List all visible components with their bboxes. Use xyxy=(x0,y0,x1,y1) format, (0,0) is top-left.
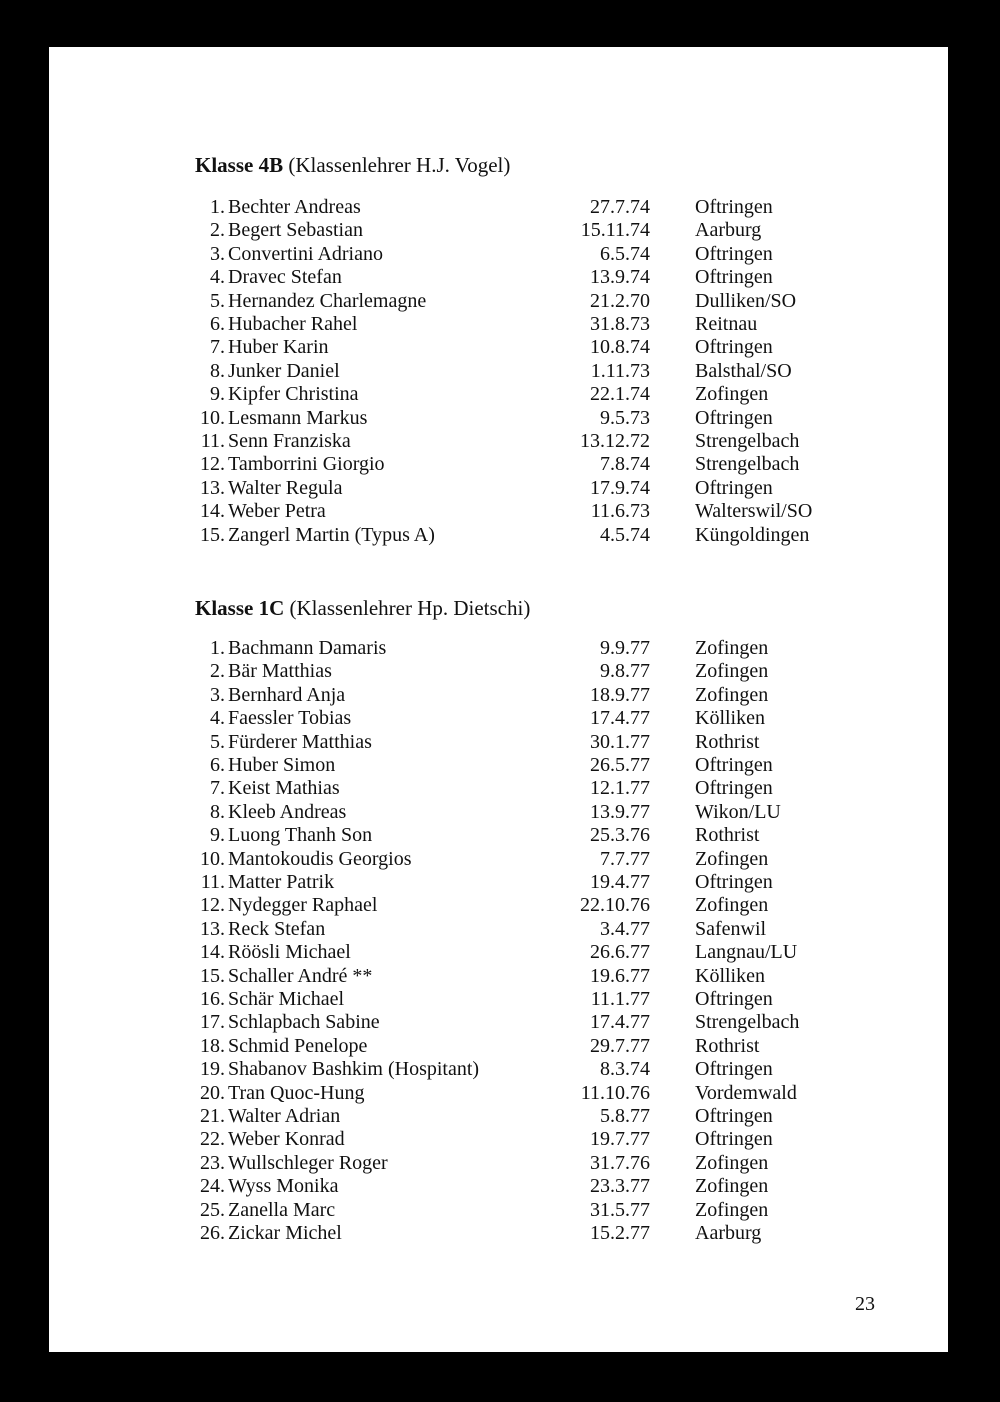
class-1c-student-row xyxy=(49,637,948,660)
birth-date: 15.2.77 xyxy=(590,1222,650,1244)
student-name: Luong Thanh Son xyxy=(228,824,373,847)
birth-date: 25.3.76 xyxy=(590,824,650,847)
birth-date: 26.5.77 xyxy=(590,754,650,776)
student-number: 5. xyxy=(210,730,225,753)
student-number: 8. xyxy=(210,359,225,382)
home-town: Oftringen xyxy=(695,1105,773,1127)
home-town: Oftringen xyxy=(695,1058,773,1081)
class-1c-student-row xyxy=(49,754,948,777)
class-1c-student-row xyxy=(49,707,948,730)
student-number: 20. xyxy=(200,1081,225,1104)
student-number: 12. xyxy=(200,894,225,917)
class-4b-title: Klasse 4B xyxy=(195,153,284,177)
birth-date: 11.6.73 xyxy=(590,500,650,523)
student-number: 13. xyxy=(200,917,225,940)
birth-date: 29.7.77 xyxy=(590,1034,650,1057)
birth-date: 22.1.74 xyxy=(590,383,650,406)
home-town: Aarburg xyxy=(695,219,762,242)
class-4b-student-row xyxy=(49,383,948,406)
student-name: Junker Daniel xyxy=(228,359,340,382)
birth-date: 7.8.74 xyxy=(600,453,650,476)
birth-date: 19.4.77 xyxy=(590,871,650,893)
student-number: 6. xyxy=(210,313,225,335)
birth-date: 17.4.77 xyxy=(590,1011,650,1034)
home-town: Rothrist xyxy=(695,1034,760,1057)
student-number: 23. xyxy=(200,1151,225,1174)
student-name: Weber Petra xyxy=(228,500,326,523)
class-1c-student-row xyxy=(49,1152,948,1175)
class-1c-teacher: (Klassenlehrer Hp. Dietschi) xyxy=(284,596,531,620)
home-town: Zofingen xyxy=(695,894,769,917)
student-number: 2. xyxy=(210,219,225,242)
birth-date: 13.9.77 xyxy=(590,800,650,823)
class-1c-student-row xyxy=(49,731,948,754)
class-1c-student-row xyxy=(49,1175,948,1198)
class-4b-student-row xyxy=(49,196,948,219)
class-1c-student-row xyxy=(49,918,948,941)
class-4b-student-row xyxy=(49,453,948,476)
birth-date: 18.9.77 xyxy=(590,683,650,706)
home-town: Zofingen xyxy=(695,847,769,870)
student-number: 1. xyxy=(210,637,225,659)
student-number: 13. xyxy=(200,476,225,499)
home-town: Safenwil xyxy=(695,917,767,940)
class-1c-student-row xyxy=(49,777,948,800)
birth-date: 27.7.74 xyxy=(590,196,650,218)
class-1c-student-row xyxy=(49,801,948,824)
class-4b-student-row xyxy=(49,290,948,313)
class-4b-student-row xyxy=(49,266,948,289)
birth-date: 19.7.77 xyxy=(590,1128,650,1151)
class-4b-student-row xyxy=(49,243,948,266)
home-town: Zofingen xyxy=(695,1198,769,1221)
birth-date: 7.7.77 xyxy=(600,847,650,870)
home-town: Oftringen xyxy=(695,336,773,359)
class-1c-title: Klasse 1C xyxy=(195,596,285,620)
student-number: 22. xyxy=(200,1128,225,1151)
birth-date: 11.1.77 xyxy=(590,988,650,1010)
student-name: Huber Simon xyxy=(228,754,336,776)
home-town: Oftringen xyxy=(695,242,773,265)
student-number: 10. xyxy=(200,406,225,429)
home-town: Dulliken/SO xyxy=(695,289,797,312)
home-town: Strengelbach xyxy=(695,430,800,452)
birth-date: 31.5.77 xyxy=(590,1198,650,1221)
student-name: Wullschleger Roger xyxy=(228,1151,388,1174)
home-town: Zofingen xyxy=(695,1175,769,1198)
home-town: Aarburg xyxy=(695,1222,762,1244)
class-1c-student-row xyxy=(49,660,948,683)
class-4b-student-row xyxy=(49,524,948,547)
birth-date: 9.8.77 xyxy=(600,660,650,683)
birth-date: 3.4.77 xyxy=(600,917,650,940)
class-1c-student-row xyxy=(49,965,948,988)
home-town: Oftringen xyxy=(695,988,773,1010)
birth-date: 19.6.77 xyxy=(590,964,650,987)
birth-date: 9.9.77 xyxy=(600,637,650,659)
student-name: Walter Adrian xyxy=(228,1105,341,1127)
student-name: Kleeb Andreas xyxy=(228,800,347,823)
student-name: Walter Regula xyxy=(228,476,343,499)
student-name: Zangerl Martin (Typus A) xyxy=(228,523,435,546)
student-name: Tran Quoc-Hung xyxy=(228,1081,365,1104)
birth-date: 23.3.77 xyxy=(590,1175,650,1198)
class-4b-student-row xyxy=(49,407,948,430)
student-name: Zickar Michel xyxy=(228,1222,342,1244)
student-number: 24. xyxy=(200,1175,225,1198)
birth-date: 4.5.74 xyxy=(600,523,650,546)
birth-date: 10.8.74 xyxy=(590,336,650,359)
class-4b-student-row xyxy=(49,336,948,359)
home-town: Rothrist xyxy=(695,824,760,847)
home-town: Strengelbach xyxy=(695,453,800,476)
student-number: 17. xyxy=(200,1011,225,1034)
birth-date: 17.4.77 xyxy=(590,707,650,730)
birth-date: 6.5.74 xyxy=(600,242,650,265)
class-1c-student-row xyxy=(49,1128,948,1151)
class-1c-student-row xyxy=(49,1082,948,1105)
home-town: Vordemwald xyxy=(695,1081,797,1104)
class-4b-student-row xyxy=(49,500,948,523)
student-name: Begert Sebastian xyxy=(228,219,363,242)
student-number: 3. xyxy=(210,242,225,265)
student-name: Schlapbach Sabine xyxy=(228,1011,380,1034)
student-number: 25. xyxy=(200,1198,225,1221)
student-number: 8. xyxy=(210,800,225,823)
student-name: Huber Karin xyxy=(228,336,329,359)
home-town: Oftringen xyxy=(695,754,773,776)
class-1c-student-row xyxy=(49,1011,948,1034)
class-4b-heading xyxy=(195,153,510,177)
student-number: 5. xyxy=(210,289,225,312)
class-1c-student-row xyxy=(49,1222,948,1245)
student-number: 4. xyxy=(210,266,225,289)
home-town: Walterswil/SO xyxy=(695,500,813,523)
birth-date: 8.3.74 xyxy=(600,1058,650,1081)
student-number: 9. xyxy=(210,383,225,406)
class-1c-student-row xyxy=(49,871,948,894)
student-name: Kipfer Christina xyxy=(228,383,359,406)
student-number: 21. xyxy=(200,1105,225,1127)
home-town: Kölliken xyxy=(695,964,765,987)
class-1c-heading xyxy=(195,596,530,620)
class-4b-student-row xyxy=(49,430,948,453)
student-name: Bär Matthias xyxy=(228,660,332,683)
student-name: Fürderer Matthias xyxy=(228,730,372,753)
student-number: 14. xyxy=(200,941,225,964)
class-1c-student-row xyxy=(49,1035,948,1058)
student-name: Lesmann Markus xyxy=(228,406,368,429)
birth-date: 30.1.77 xyxy=(590,730,650,753)
student-name: Faessler Tobias xyxy=(228,707,352,730)
student-number: 18. xyxy=(200,1034,225,1057)
student-name: Wyss Monika xyxy=(228,1175,339,1198)
student-name: Bachmann Damaris xyxy=(228,637,387,659)
student-number: 11. xyxy=(200,871,225,893)
student-name: Weber Konrad xyxy=(228,1128,345,1151)
student-name: Zanella Marc xyxy=(228,1198,336,1221)
student-number: 16. xyxy=(200,988,225,1010)
class-1c-student-row xyxy=(49,941,948,964)
student-name: Bernhard Anja xyxy=(228,683,346,706)
birth-date: 13.9.74 xyxy=(590,266,650,289)
student-name: Reck Stefan xyxy=(228,917,326,940)
home-town: Oftringen xyxy=(695,406,773,429)
birth-date: 15.11.74 xyxy=(580,219,650,242)
home-town: Zofingen xyxy=(695,1151,769,1174)
student-number: 12. xyxy=(200,453,225,476)
student-name: Hernandez Charlemagne xyxy=(228,289,427,312)
home-town: Oftringen xyxy=(695,476,773,499)
student-number: 4. xyxy=(210,707,225,730)
birth-date: 21.2.70 xyxy=(590,289,650,312)
home-town: Oftringen xyxy=(695,871,773,893)
home-town: Zofingen xyxy=(695,383,769,406)
student-number: 15. xyxy=(200,523,225,546)
home-town: Oftringen xyxy=(695,777,773,800)
class-1c-student-row xyxy=(49,988,948,1011)
class-1c-student-row xyxy=(49,894,948,917)
student-number: 15. xyxy=(200,964,225,987)
student-name: Schär Michael xyxy=(228,988,345,1010)
home-town: Rothrist xyxy=(695,730,760,753)
home-town: Wikon/LU xyxy=(695,800,781,823)
student-name: Bechter Andreas xyxy=(228,196,361,218)
student-number: 7. xyxy=(210,336,225,359)
birth-date: 12.1.77 xyxy=(590,777,650,800)
birth-date: 22.10.76 xyxy=(580,894,650,917)
home-town: Zofingen xyxy=(695,637,769,659)
student-number: 2. xyxy=(210,660,225,683)
class-1c-student-row xyxy=(49,684,948,707)
student-name: Tamborrini Giorgio xyxy=(228,453,385,476)
class-1c-student-row xyxy=(49,848,948,871)
home-town: Oftringen xyxy=(695,196,773,218)
student-name: Dravec Stefan xyxy=(228,266,342,289)
home-town: Reitnau xyxy=(695,313,758,335)
class-4b-teacher: (Klassenlehrer H.J. Vogel) xyxy=(283,153,511,177)
student-number: 10. xyxy=(200,847,225,870)
class-1c-student-row xyxy=(49,1199,948,1222)
student-name: Nydegger Raphael xyxy=(228,894,378,917)
class-1c-student-row xyxy=(49,824,948,847)
student-name: Matter Patrik xyxy=(228,871,335,893)
student-name: Mantokoudis Georgios xyxy=(228,847,412,870)
home-town: Strengelbach xyxy=(695,1011,800,1034)
class-4b-student-row xyxy=(49,313,948,336)
home-town: Küngoldingen xyxy=(695,523,810,546)
home-town: Oftringen xyxy=(695,266,773,289)
student-name: Schmid Penelope xyxy=(228,1034,368,1057)
student-number: 19. xyxy=(200,1058,225,1081)
home-town: Zofingen xyxy=(695,683,769,706)
student-name: Shabanov Bashkim (Hospitant) xyxy=(228,1058,480,1081)
home-town: Balsthal/SO xyxy=(695,359,792,382)
student-number: 1. xyxy=(210,196,225,218)
student-name: Röösli Michael xyxy=(228,941,351,964)
student-name: Keist Mathias xyxy=(228,777,340,800)
birth-date: 5.8.77 xyxy=(600,1105,650,1127)
birth-date: 9.5.73 xyxy=(600,406,650,429)
birth-date: 13.12.72 xyxy=(580,430,650,452)
student-name: Schaller André ** xyxy=(228,964,373,987)
student-number: 9. xyxy=(210,824,225,847)
class-4b-student-row xyxy=(49,477,948,500)
birth-date: 31.7.76 xyxy=(590,1151,650,1174)
home-town: Zofingen xyxy=(695,660,769,683)
student-number: 11. xyxy=(200,430,225,452)
student-number: 7. xyxy=(210,777,225,800)
student-number: 6. xyxy=(210,754,225,776)
student-name: Senn Franziska xyxy=(228,430,351,452)
class-4b-student-row xyxy=(49,360,948,383)
student-number: 3. xyxy=(210,683,225,706)
birth-date: 31.8.73 xyxy=(590,313,650,335)
birth-date: 11.10.76 xyxy=(580,1081,650,1104)
birth-date: 1.11.73 xyxy=(590,359,650,382)
student-number: 26. xyxy=(200,1222,225,1244)
student-number: 14. xyxy=(200,500,225,523)
class-4b-student-row xyxy=(49,219,948,242)
home-town: Kölliken xyxy=(695,707,765,730)
student-name: Convertini Adriano xyxy=(228,242,383,265)
document-page xyxy=(49,47,948,1352)
birth-date: 17.9.74 xyxy=(590,476,650,499)
page-number: 23 xyxy=(855,1293,875,1315)
class-1c-student-row xyxy=(49,1058,948,1081)
home-town: Langnau/LU xyxy=(695,941,798,964)
birth-date: 26.6.77 xyxy=(590,941,650,964)
class-1c-student-row xyxy=(49,1105,948,1128)
student-name: Hubacher Rahel xyxy=(228,313,358,335)
home-town: Oftringen xyxy=(695,1128,773,1151)
